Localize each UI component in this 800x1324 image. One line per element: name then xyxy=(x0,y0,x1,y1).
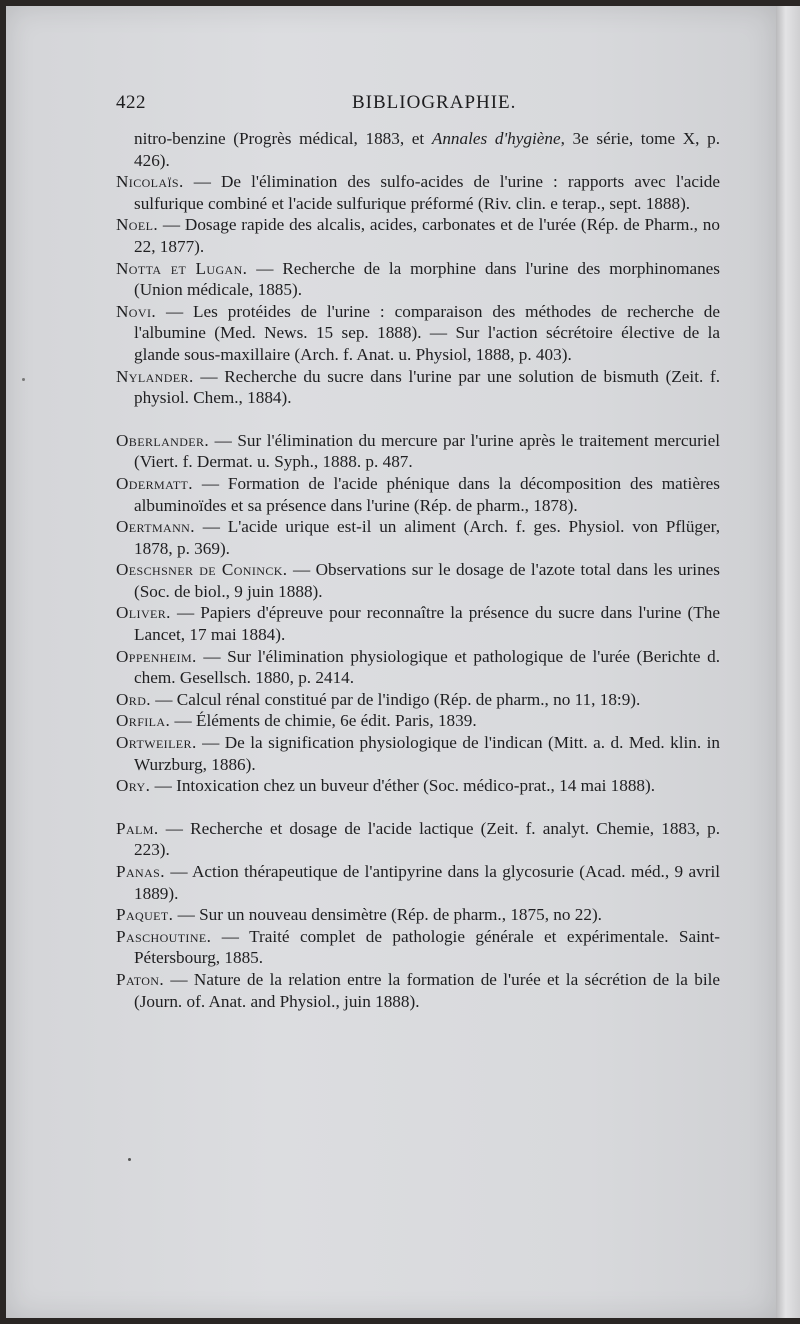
author-name: Oppenheim. xyxy=(116,646,197,666)
entry-text: — Nature de la relation entre la formation de l'urée et la sécrétion de la bile (Journ. of. Anat. and Physiol., juin 1888). xyxy=(134,969,720,1011)
bibliography-entry xyxy=(116,904,720,926)
entry-text: — Action thérapeutique de l'antipyrine dans la glycosurie (Acad. méd., 9 avril 1889). xyxy=(134,862,720,903)
entry-text: — Dosage rapide des alcalis, acides, carbonates et de l'urée (Rép. de Pharm., no 22, 1877). xyxy=(134,215,720,256)
bibliography-entry xyxy=(116,689,720,711)
entry-text: — Intoxication chez un buveur d'éther (Soc. médico-prat., 14 mai 1888). xyxy=(150,776,656,796)
author-name: Oertmann. xyxy=(116,517,195,537)
author-name: Notta et Lugan. xyxy=(116,258,248,278)
entry-text: — Éléments de chimie, 6e édit. Paris, 1839. xyxy=(170,711,477,731)
author-name: Paton. xyxy=(116,969,165,989)
paper-speck xyxy=(22,378,25,381)
bibliography-entry xyxy=(116,430,720,473)
continuation-pre: nitro-benzine (Progrès médical, 1883, et xyxy=(134,129,432,148)
entry-text: — Formation de l'acide phénique dans la décomposition des matières albuminoïdes et sa présence dans l'urine (Rép. de pharm., 1878). xyxy=(134,473,720,515)
author-name: Nicolaïs. xyxy=(116,172,184,192)
entry-text: — Sur l'élimination physiologique et pathologique de l'urée (Berichte d. chem. Gesellsch. 1880, p. 2414. xyxy=(134,646,720,688)
entry-text: — Sur l'élimination du mercure par l'urine après le traitement mercuriel (Viert. f. Dermat. u. Syph., 1888. p. 487. xyxy=(134,430,720,472)
entry-text: — De l'élimination des sulfo-acides de l'urine : rapports avec l'acide sulfurique combiné et l'acide sulfurique préformé (Riv. clin. e terap., sept. 1888). xyxy=(134,172,720,213)
bibliography-entry xyxy=(116,602,720,645)
page-header xyxy=(116,92,718,118)
bibliography-entry xyxy=(116,516,720,559)
bibliography-entry xyxy=(116,366,720,409)
entry-text: — Traité complet de pathologie générale et expérimentale. Saint-Pétersbourg, 1885. xyxy=(134,926,720,968)
continuation-entry xyxy=(116,128,720,171)
bibliography-entry xyxy=(116,646,720,689)
author-name: Paschoutine. xyxy=(116,926,212,946)
bibliography-entry xyxy=(116,732,720,775)
author-name: Oberlander. xyxy=(116,430,210,450)
bibliography-entry xyxy=(116,301,720,366)
journal-title: Annales d'hygiène xyxy=(431,129,561,148)
entry-text: — Les protéides de l'urine : comparaison des méthodes de recherche de l'albumine (Med. News. 15 sep. 1888). — Sur l'action sécrétoire élective de la glande sous-maxillaire (Arch. f. Anat. u. Physiol, 1888, p. 403). xyxy=(134,301,720,364)
entry-text: — Recherche et dosage de l'acide lactique (Zeit. f. analyt. Chemie, 1883, p. 223). xyxy=(134,818,720,860)
bibliography-text xyxy=(116,128,720,1012)
entry-text: — De la signification physiologique de l'indican (Mitt. a. d. Med. klin. in Wurzburg, 1886). xyxy=(134,733,720,774)
author-name: Orfila. xyxy=(116,711,171,731)
author-name: Novi. xyxy=(116,301,157,321)
author-name: Ord. xyxy=(116,689,151,709)
bibliography-entry xyxy=(116,710,720,732)
bibliography-entry xyxy=(116,775,720,797)
entry-text: — Observations sur le dosage de l'azote total dans les urines (Soc. de biol., 9 juin 1888). xyxy=(134,560,720,601)
entry-text: — Calcul rénal constitué par de l'indigo (Rép. de pharm., no 11, 18:9). xyxy=(150,689,641,709)
author-name: Palm. xyxy=(116,818,159,838)
bibliography-entry xyxy=(116,861,720,904)
entry-text: — Recherche du sucre dans l'urine par une solution de bismuth (Zeit. f. physiol. Chem., 1884). xyxy=(134,366,720,408)
author-name: Ory. xyxy=(116,776,151,796)
bibliography-entry xyxy=(116,171,720,214)
author-name: Paquet. xyxy=(116,905,174,925)
author-name: Oeschsner de Coninck. xyxy=(116,560,288,580)
paper-speck xyxy=(128,1158,131,1161)
page-edge xyxy=(776,6,800,1318)
bibliography-entry xyxy=(116,818,720,861)
entry-text: — Sur un nouveau densimètre (Rép. de pharm., 1875, no 22). xyxy=(173,905,602,925)
bibliography-entry xyxy=(116,214,720,257)
author-name: Panas. xyxy=(116,862,165,881)
bibliography-entry xyxy=(116,559,720,602)
entry-text: — Recherche de la morphine dans l'urine des morphinomanes (Union médicale, 1885). xyxy=(134,258,720,300)
bibliography-entry xyxy=(116,969,720,1012)
author-name: Ortweiler. xyxy=(116,733,197,753)
entry-text: — L'acide urique est-il un aliment (Arch. f. ges. Physiol. von Pflüger, 1878, p. 369). xyxy=(134,517,720,558)
running-title: BIBLIOGRAPHIE. xyxy=(352,92,517,113)
author-name: Nylander. xyxy=(116,366,194,386)
author-name: Odermatt. xyxy=(116,473,193,493)
page-number: 422 xyxy=(116,92,146,113)
author-name: Oliver. xyxy=(116,603,171,623)
bibliography-entry xyxy=(116,258,720,301)
bibliography-entry xyxy=(116,926,720,969)
author-name: Noel. xyxy=(116,215,159,235)
continuation-post: , 3e série, tome X, p. 426). xyxy=(134,129,721,170)
bibliography-entry xyxy=(116,473,720,516)
entry-text: — Papiers d'épreuve pour reconnaître la présence du sucre dans l'urine (The Lancet, 17 mai 1884). xyxy=(134,603,720,645)
